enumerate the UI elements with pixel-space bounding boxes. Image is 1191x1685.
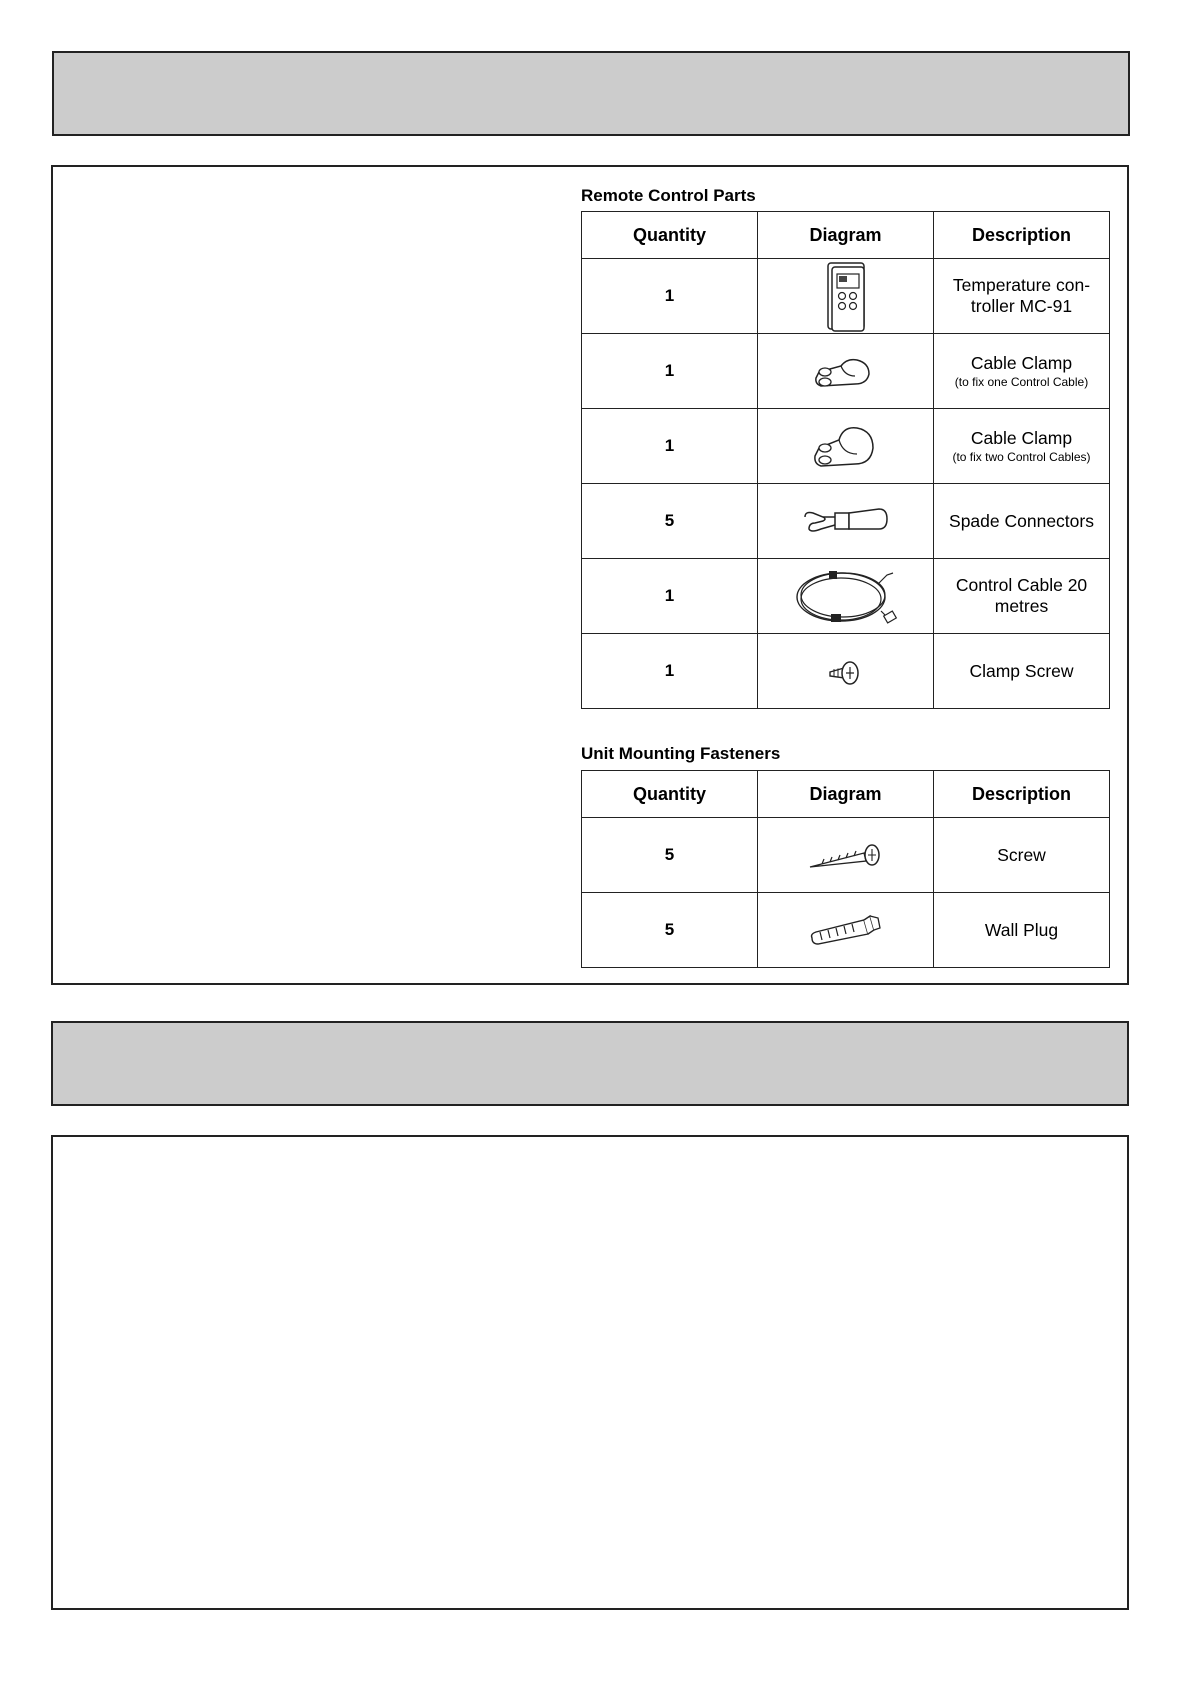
quantity-header: Quantity [582,771,758,818]
cable-clamp-single-icon [811,346,881,396]
cable-clamp-double-icon [811,418,881,474]
diagram-cell [758,818,934,893]
control-cable-icon [791,561,901,631]
quantity-header: Quantity [582,212,758,259]
description-text: Temperature con- troller MC-91 [952,275,1091,316]
description-cell [934,559,1110,634]
table-row [582,559,1110,634]
description-cell [934,259,1110,334]
top-header-banner [52,51,1130,136]
diagram-header: Diagram [758,771,934,818]
diagram-cell [758,559,934,634]
description-text: Wall Plug [984,919,1059,940]
description-text: Cable Clamp [970,427,1073,448]
description-note: (to fix two Control Cables) [952,449,1091,464]
quantity-cell: 5 [582,484,758,559]
description-text: Spade Connectors [949,510,1094,531]
quantity-cell: 1 [582,259,758,334]
description-cell [934,893,1110,968]
quantity-cell: 5 [582,818,758,893]
quantity-cell: 1 [582,334,758,409]
table-header-row [582,212,1110,259]
diagram-cell [758,484,934,559]
diagram-cell [758,893,934,968]
lower-content-panel [51,1135,1129,1610]
table-row [582,634,1110,709]
description-cell [934,409,1110,484]
remote-control-parts-table [581,211,1110,709]
table-row [582,334,1110,409]
quantity-cell: 1 [582,559,758,634]
table-row [582,484,1110,559]
diagram-header: Diagram [758,212,934,259]
temperature-controller-icon [816,259,876,333]
diagram-cell [758,634,934,709]
description-cell [934,634,1110,709]
middle-header-banner [51,1021,1129,1106]
table-row [582,893,1110,968]
description-note: (to fix one Control Cable) [954,374,1089,389]
table-row [582,409,1110,484]
diagram-cell [758,334,934,409]
description-cell [934,818,1110,893]
remote-control-parts-title: Remote Control Parts [581,186,756,205]
description-text: Cable Clamp [970,352,1073,373]
unit-mounting-fasteners-title: Unit Mounting Fasteners [581,744,781,763]
unit-mounting-fasteners-table [581,770,1110,968]
table-header-row [582,771,1110,818]
description-text: Screw [997,844,1046,865]
wall-plug-icon [806,908,886,952]
table-row [582,818,1110,893]
quantity-cell: 1 [582,634,758,709]
quantity-cell: 1 [582,409,758,484]
description-text: Control Cable 20 metres [955,575,1088,616]
table-row [582,259,1110,334]
description-header: Description [934,212,1110,259]
diagram-cell [758,259,934,334]
description-cell [934,334,1110,409]
diagram-cell [758,409,934,484]
description-header: Description [934,771,1110,818]
quantity-cell: 5 [582,893,758,968]
description-text: Clamp Screw [969,660,1074,681]
screw-icon [806,835,886,875]
spade-connector-icon [801,499,891,543]
clamp-screw-icon [826,654,866,688]
description-cell [934,484,1110,559]
